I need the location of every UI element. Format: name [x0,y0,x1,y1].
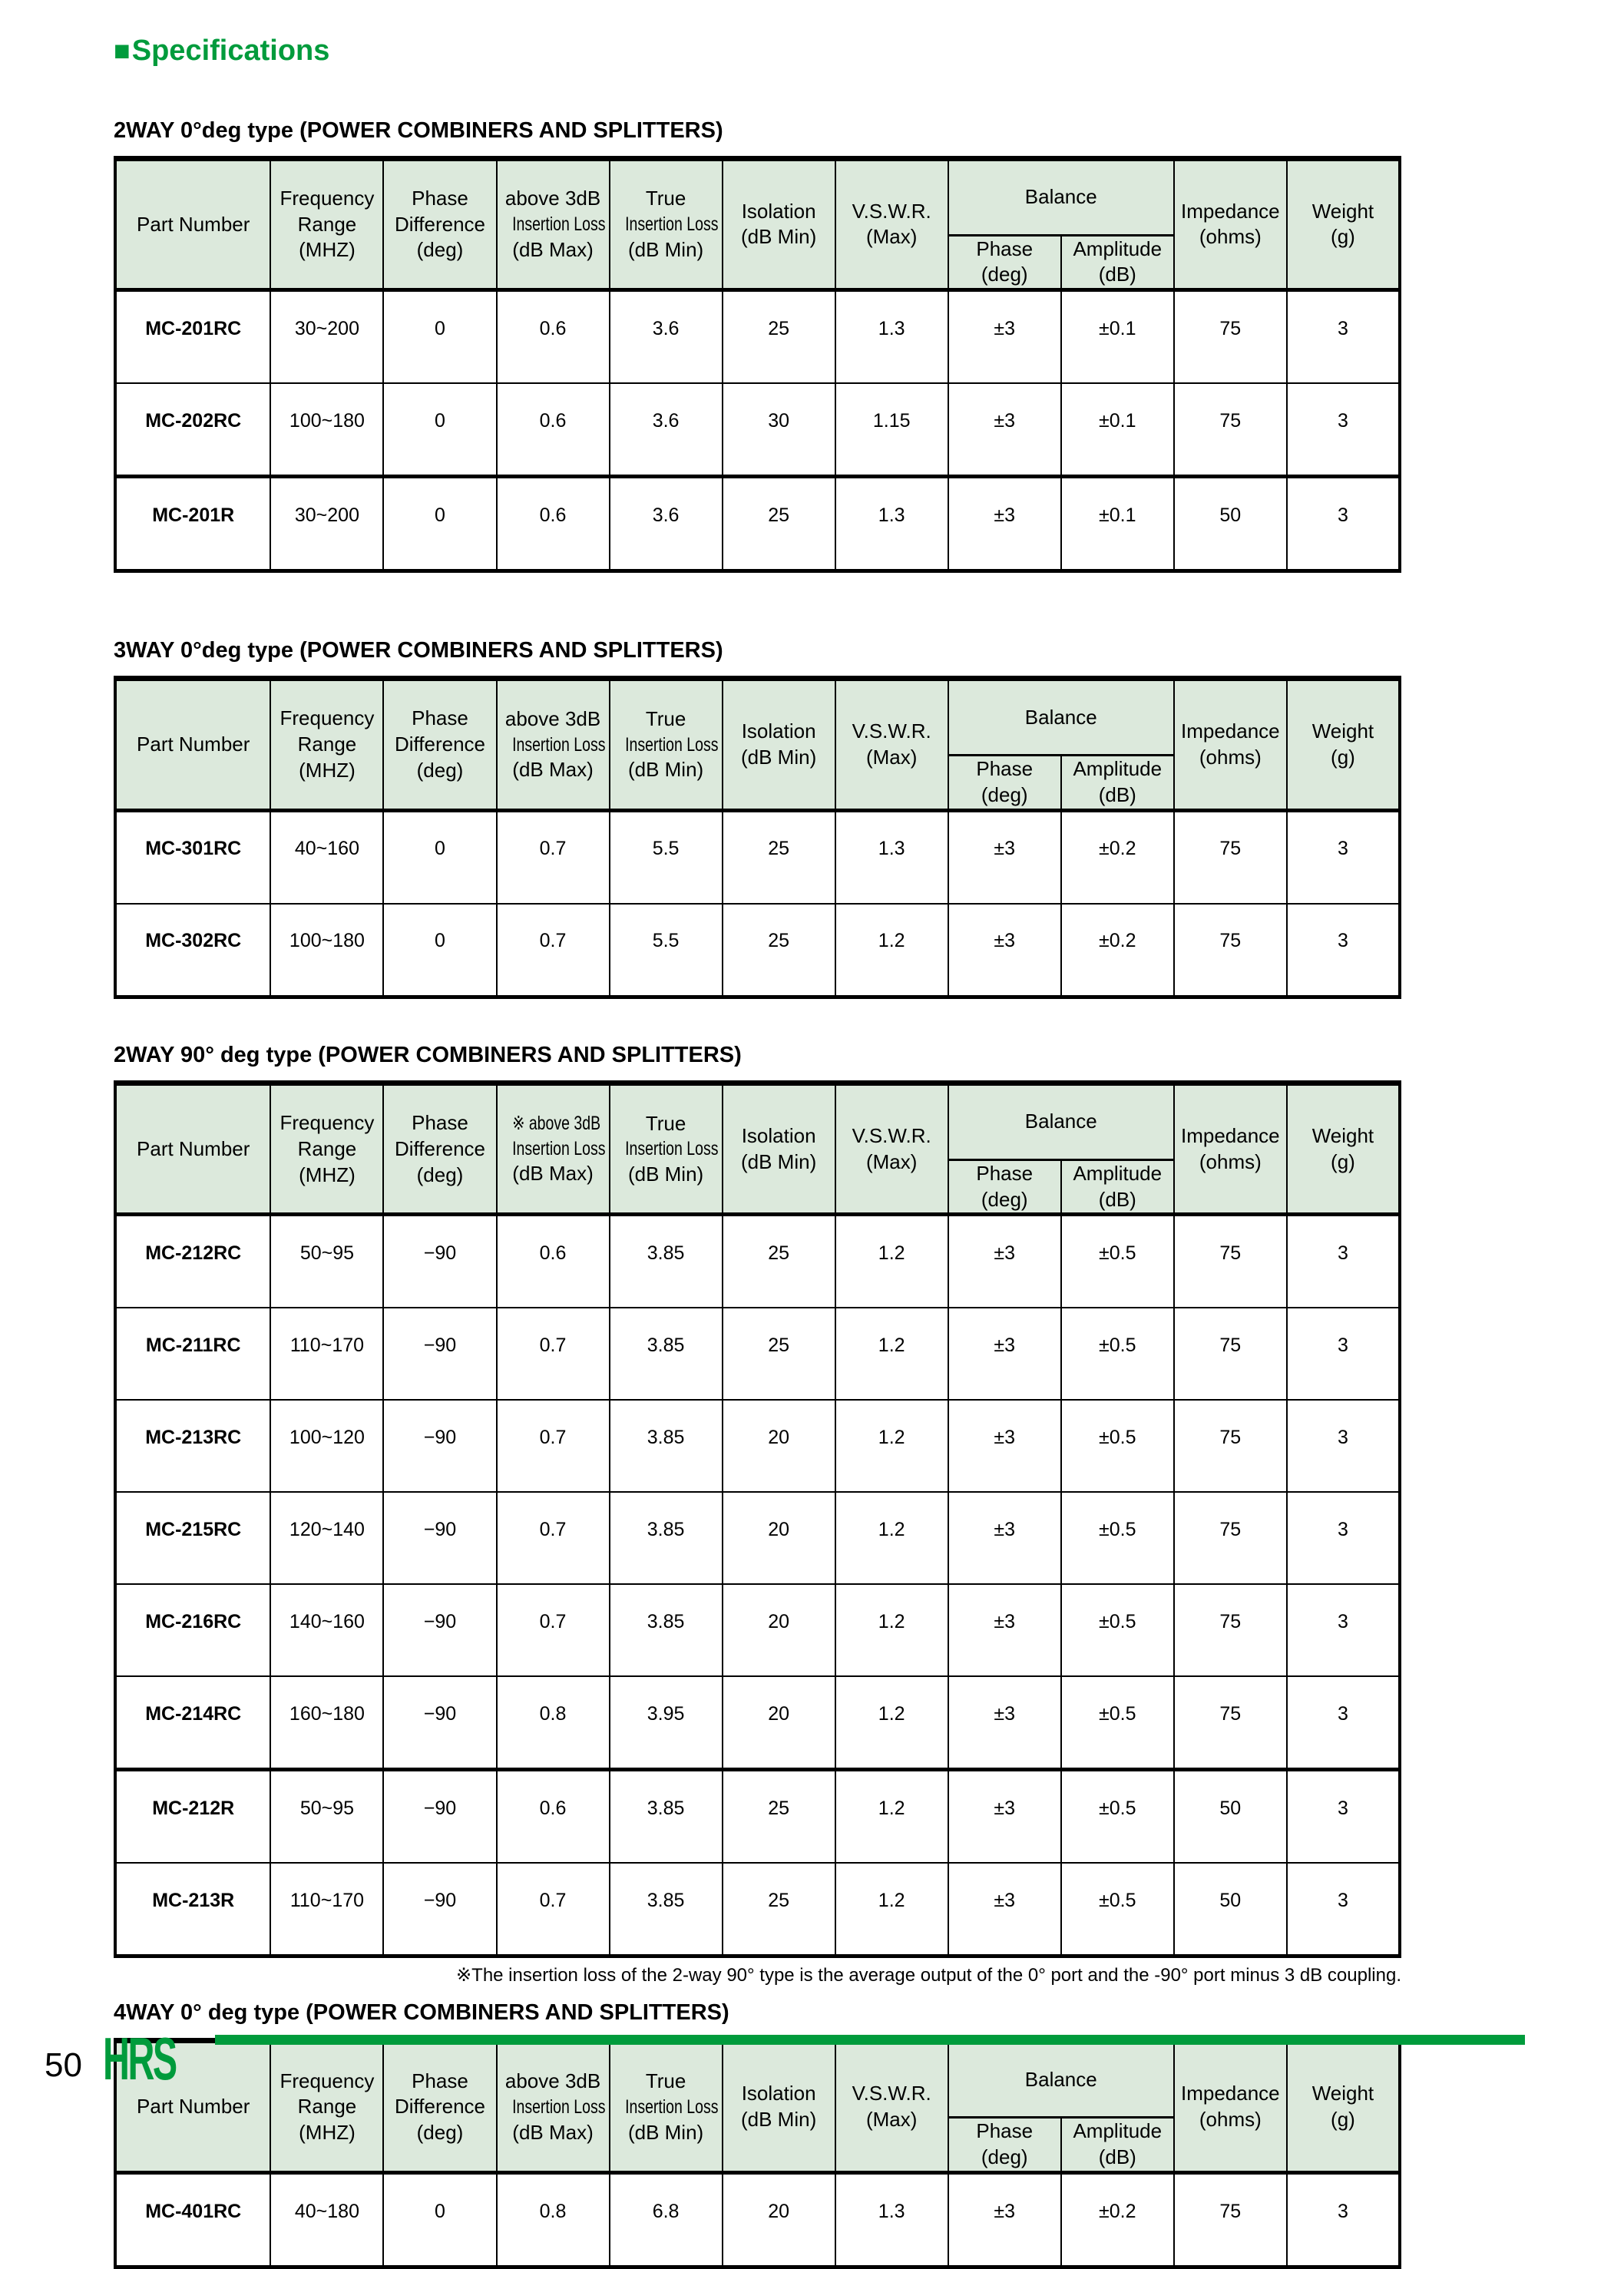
section-heading-2way-0deg: 2WAY 0°deg type (POWER COMBINERS AND SPLITTERS) [114,117,723,143]
col-header-true-insertion-loss: True Insertion Loss (dB Min) [610,679,723,811]
cell-phase-difference: −90 [383,1400,496,1492]
cell-vswr: 1.3 [835,2173,948,2267]
cell-balance-amplitude: ±0.5 [1061,1863,1174,1956]
cell-vswr: 1.15 [835,383,948,477]
section-2way-90deg [114,1042,1624,1988]
col-header-impedance: Impedance (ohms) [1174,679,1287,811]
table-row [115,1863,1400,1956]
cell-isolation: 25 [723,477,835,571]
cell-weight: 3 [1287,2173,1400,2267]
cell-balance-amplitude: ±0.2 [1061,810,1174,904]
cell-isolation: 25 [723,290,835,384]
cell-phase-difference: −90 [383,1492,496,1584]
cell-weight: 3 [1287,383,1400,477]
cell-balance-amplitude: ±0.2 [1061,904,1174,997]
cell-phase-difference: 0 [383,290,496,384]
table-row [115,1584,1400,1676]
spec-table-2way-90deg [114,1080,1401,1959]
cell-above-3db-insertion-loss: 0.6 [497,1215,610,1308]
cell-phase-difference: −90 [383,1215,496,1308]
cell-vswr: 1.2 [835,1676,948,1770]
table-row [115,1676,1400,1770]
cell-balance-amplitude: ±0.5 [1061,1308,1174,1400]
cell-part-number: MC-202RC [115,383,270,477]
col-header-weight: Weight (g) [1287,1083,1400,1215]
cell-vswr: 1.2 [835,1308,948,1400]
cell-balance-phase: ±3 [948,383,1061,477]
cell-isolation: 20 [723,1492,835,1584]
cell-phase-difference: −90 [383,1584,496,1676]
cell-weight: 3 [1287,1584,1400,1676]
section-heading-3way-0deg: 3WAY 0°deg type (POWER COMBINERS AND SPLITTERS) [114,638,723,663]
cell-vswr: 1.2 [835,1492,948,1584]
cell-impedance: 75 [1174,810,1287,904]
cell-true-insertion-loss: 3.6 [610,290,723,384]
col-header-frequency-range: Frequency Range (MHZ) [270,679,383,811]
cell-part-number: MC-201R [115,477,270,571]
col-header-isolation: Isolation (dB Min) [723,158,835,290]
col-header-vswr: V.S.W.R. (Max) [835,1083,948,1215]
cell-balance-phase: ±3 [948,290,1061,384]
cell-frequency-range: 40~160 [270,810,383,904]
cell-vswr: 1.3 [835,290,948,384]
col-header-part-number: Part Number [115,158,270,290]
col-header-weight: Weight (g) [1287,679,1400,811]
cell-part-number: MC-215RC [115,1492,270,1584]
col-header-frequency-range: Frequency Range (MHZ) [270,158,383,290]
cell-above-3db-insertion-loss: 0.8 [497,1676,610,1770]
cell-true-insertion-loss: 5.5 [610,904,723,997]
col-header-balance-phase: Phase (deg) [948,235,1061,290]
cell-above-3db-insertion-loss: 0.6 [497,290,610,384]
col-header-impedance: Impedance (ohms) [1174,2041,1287,2173]
cell-part-number: MC-302RC [115,904,270,997]
footer-green-rule [215,2035,1525,2045]
cell-isolation: 25 [723,1215,835,1308]
cell-above-3db-insertion-loss: 0.7 [497,810,610,904]
col-header-weight: Weight (g) [1287,2041,1400,2173]
cell-part-number: MC-214RC [115,1676,270,1770]
section-heading-4way-0deg: 4WAY 0° deg type (POWER COMBINERS AND SPLITTERS) [114,2000,729,2026]
cell-vswr: 1.2 [835,1400,948,1492]
table-row [115,290,1400,384]
green-square-icon: ■ [114,35,131,66]
cell-isolation: 20 [723,1400,835,1492]
table-row [115,1492,1400,1584]
cell-above-3db-insertion-loss: 0.6 [497,383,610,477]
cell-frequency-range: 120~140 [270,1492,383,1584]
col-header-phase-difference: Phase Difference (deg) [383,158,496,290]
cell-above-3db-insertion-loss: 0.6 [497,477,610,571]
spec-table-4way-0deg [114,2038,1401,2269]
table-row [115,1400,1400,1492]
cell-part-number: MC-211RC [115,1308,270,1400]
col-header-balance: Balance [948,158,1174,235]
col-header-balance-amplitude: Amplitude (dB) [1061,235,1174,290]
cell-impedance: 75 [1174,1215,1287,1308]
cell-vswr: 1.2 [835,904,948,997]
col-header-isolation: Isolation (dB Min) [723,1083,835,1215]
cell-weight: 3 [1287,810,1400,904]
cell-frequency-range: 30~200 [270,290,383,384]
cell-true-insertion-loss: 3.85 [610,1584,723,1676]
cell-balance-phase: ±3 [948,477,1061,571]
cell-vswr: 1.2 [835,1770,948,1864]
col-header-part-number: Part Number [115,679,270,811]
section-2way-0deg [114,117,1624,574]
cell-true-insertion-loss: 6.8 [610,2173,723,2267]
cell-phase-difference: −90 [383,1676,496,1770]
page-number: 50 [45,2046,82,2084]
cell-vswr: 1.2 [835,1215,948,1308]
col-header-above-3db-insertion-loss: above 3dB Insertion Loss (dB Max) [497,158,610,290]
col-header-balance-amplitude: Amplitude (dB) [1061,1159,1174,1215]
cell-part-number: MC-212R [115,1770,270,1864]
col-header-part-number: Part Number [115,2041,270,2173]
cell-above-3db-insertion-loss: 0.7 [497,904,610,997]
cell-impedance: 75 [1174,1308,1287,1400]
table-body [115,810,1400,997]
hrs-logo: HRS [103,2025,176,2092]
cell-weight: 3 [1287,1492,1400,1584]
table-body [115,2173,1400,2267]
col-header-isolation: Isolation (dB Min) [723,2041,835,2173]
cell-isolation: 20 [723,1676,835,1770]
cell-vswr: 1.2 [835,1584,948,1676]
cell-vswr: 1.3 [835,810,948,904]
cell-true-insertion-loss: 5.5 [610,810,723,904]
col-header-isolation: Isolation (dB Min) [723,679,835,811]
cell-above-3db-insertion-loss: 0.7 [497,1400,610,1492]
cell-isolation: 25 [723,904,835,997]
col-header-balance: Balance [948,1083,1174,1159]
cell-weight: 3 [1287,477,1400,571]
cell-phase-difference: 0 [383,383,496,477]
cell-frequency-range: 50~95 [270,1770,383,1864]
cell-true-insertion-loss: 3.95 [610,1676,723,1770]
cell-balance-phase: ±3 [948,1584,1061,1676]
col-header-true-insertion-loss: True Insertion Loss (dB Min) [610,1083,723,1215]
insertion-loss-footnote: ※The insertion loss of the 2-way 90° type is the average output of the 0° port and the -90° port minus 3 dB coupling. [456,1965,1401,1986]
cell-above-3db-insertion-loss: 0.8 [497,2173,610,2267]
cell-true-insertion-loss: 3.85 [610,1492,723,1584]
cell-impedance: 75 [1174,1492,1287,1584]
cell-above-3db-insertion-loss: 0.7 [497,1863,610,1956]
cell-part-number: MC-213RC [115,1400,270,1492]
cell-phase-difference: 0 [383,477,496,571]
col-header-vswr: V.S.W.R. (Max) [835,679,948,811]
table-body [115,290,1400,571]
cell-balance-phase: ±3 [948,2173,1061,2267]
cell-balance-phase: ±3 [948,1863,1061,1956]
col-header-phase-difference: Phase Difference (deg) [383,1083,496,1215]
cell-part-number: MC-301RC [115,810,270,904]
cell-frequency-range: 100~180 [270,904,383,997]
cell-isolation: 20 [723,1584,835,1676]
cell-balance-phase: ±3 [948,1308,1061,1400]
col-header-balance-amplitude: Amplitude (dB) [1061,756,1174,811]
table-header [115,2041,1400,2173]
cell-weight: 3 [1287,904,1400,997]
cell-balance-phase: ±3 [948,1676,1061,1770]
cell-isolation: 25 [723,810,835,904]
cell-balance-amplitude: ±0.5 [1061,1400,1174,1492]
cell-above-3db-insertion-loss: 0.7 [497,1584,610,1676]
cell-phase-difference: 0 [383,810,496,904]
col-header-impedance: Impedance (ohms) [1174,1083,1287,1215]
cell-phase-difference: 0 [383,904,496,997]
cell-frequency-range: 100~180 [270,383,383,477]
cell-impedance: 75 [1174,383,1287,477]
cell-weight: 3 [1287,1400,1400,1492]
cell-true-insertion-loss: 3.85 [610,1308,723,1400]
cell-balance-amplitude: ±0.2 [1061,2173,1174,2267]
cell-true-insertion-loss: 3.6 [610,383,723,477]
cell-phase-difference: −90 [383,1863,496,1956]
cell-isolation: 30 [723,383,835,477]
cell-weight: 3 [1287,1308,1400,1400]
cell-true-insertion-loss: 3.85 [610,1215,723,1308]
cell-frequency-range: 160~180 [270,1676,383,1770]
table-row [115,1215,1400,1308]
cell-isolation: 25 [723,1770,835,1864]
cell-balance-amplitude: ±0.1 [1061,290,1174,384]
cell-balance-amplitude: ±0.5 [1061,1676,1174,1770]
col-header-true-insertion-loss: True Insertion Loss (dB Min) [610,158,723,290]
cell-isolation: 25 [723,1308,835,1400]
cell-frequency-range: 100~120 [270,1400,383,1492]
col-header-phase-difference: Phase Difference (deg) [383,2041,496,2173]
cell-frequency-range: 40~180 [270,2173,383,2267]
table-row [115,1770,1400,1864]
section-heading-2way-90deg: 2WAY 90° deg type (POWER COMBINERS AND SPLITTERS) [114,1042,742,1067]
cell-balance-phase: ±3 [948,1492,1061,1584]
col-header-vswr: V.S.W.R. (Max) [835,2041,948,2173]
spec-table-2way-0deg [114,156,1401,574]
cell-weight: 3 [1287,1863,1400,1956]
table-row [115,810,1400,904]
cell-above-3db-insertion-loss: 0.7 [497,1492,610,1584]
col-header-frequency-range: Frequency Range (MHZ) [270,1083,383,1215]
col-header-phase-difference: Phase Difference (deg) [383,679,496,811]
cell-frequency-range: 110~170 [270,1863,383,1956]
col-header-above-3db-insertion-loss: above 3dB Insertion Loss (dB Max) [497,2041,610,2173]
cell-impedance: 50 [1174,1770,1287,1864]
col-header-frequency-range: Frequency Range (MHZ) [270,2041,383,2173]
cell-isolation: 20 [723,2173,835,2267]
col-header-balance-phase: Phase (deg) [948,2118,1061,2173]
col-header-balance: Balance [948,679,1174,756]
col-header-true-insertion-loss: True Insertion Loss (dB Min) [610,2041,723,2173]
table-header [115,679,1400,811]
cell-balance-phase: ±3 [948,904,1061,997]
cell-true-insertion-loss: 3.85 [610,1770,723,1864]
col-header-impedance: Impedance (ohms) [1174,158,1287,290]
col-header-balance-phase: Phase (deg) [948,756,1061,811]
cell-above-3db-insertion-loss: 0.7 [497,1308,610,1400]
table-header [115,158,1400,290]
col-header-above-3db-insertion-loss: above 3dB Insertion Loss (dB Max) [497,679,610,811]
cell-part-number: MC-201RC [115,290,270,384]
cell-vswr: 1.3 [835,477,948,571]
cell-balance-phase: ±3 [948,1215,1061,1308]
cell-true-insertion-loss: 3.85 [610,1400,723,1492]
table-row [115,477,1400,571]
cell-phase-difference: −90 [383,1308,496,1400]
cell-impedance: 75 [1174,1584,1287,1676]
cell-balance-phase: ±3 [948,1770,1061,1864]
col-header-balance-phase: Phase (deg) [948,1159,1061,1215]
cell-vswr: 1.2 [835,1863,948,1956]
table-row [115,2173,1400,2267]
cell-weight: 3 [1287,1215,1400,1308]
cell-part-number: MC-213R [115,1863,270,1956]
cell-balance-amplitude: ±0.5 [1061,1492,1174,1584]
table-row [115,904,1400,997]
table-row [115,1308,1400,1400]
col-header-balance: Balance [948,2041,1174,2118]
cell-balance-phase: ±3 [948,1400,1061,1492]
cell-balance-phase: ±3 [948,810,1061,904]
table-header [115,1083,1400,1215]
cell-frequency-range: 140~160 [270,1584,383,1676]
cell-part-number: MC-401RC [115,2173,270,2267]
col-header-balance-amplitude: Amplitude (dB) [1061,2118,1174,2173]
table-body [115,1215,1400,1956]
page-title-text: Specifications [131,35,330,67]
cell-part-number: MC-212RC [115,1215,270,1308]
cell-balance-amplitude: ±0.5 [1061,1215,1174,1308]
cell-impedance: 75 [1174,904,1287,997]
spec-table-3way-0deg [114,676,1401,999]
section-3way-0deg [114,637,1624,999]
cell-weight: 3 [1287,290,1400,384]
cell-isolation: 25 [723,1863,835,1956]
cell-impedance: 50 [1174,1863,1287,1956]
cell-frequency-range: 50~95 [270,1215,383,1308]
cell-balance-amplitude: ±0.1 [1061,383,1174,477]
cell-balance-amplitude: ±0.1 [1061,477,1174,571]
cell-impedance: 50 [1174,477,1287,571]
col-header-part-number: Part Number [115,1083,270,1215]
cell-impedance: 75 [1174,290,1287,384]
col-header-vswr: V.S.W.R. (Max) [835,158,948,290]
col-header-weight: Weight (g) [1287,158,1400,290]
cell-above-3db-insertion-loss: 0.6 [497,1770,610,1864]
cell-impedance: 75 [1174,1400,1287,1492]
table-row [115,383,1400,477]
cell-part-number: MC-216RC [115,1584,270,1676]
cell-phase-difference: −90 [383,1770,496,1864]
cell-weight: 3 [1287,1676,1400,1770]
cell-balance-amplitude: ±0.5 [1061,1584,1174,1676]
cell-true-insertion-loss: 3.6 [610,477,723,571]
col-header-above-3db-insertion-loss: ※ above 3dB Insertion Loss (dB Max) [497,1083,610,1215]
page-title [114,35,1624,68]
cell-phase-difference: 0 [383,2173,496,2267]
cell-impedance: 75 [1174,1676,1287,1770]
cell-balance-amplitude: ±0.5 [1061,1770,1174,1864]
cell-frequency-range: 30~200 [270,477,383,571]
cell-frequency-range: 110~170 [270,1308,383,1400]
cell-true-insertion-loss: 3.85 [610,1863,723,1956]
cell-impedance: 75 [1174,2173,1287,2267]
cell-weight: 3 [1287,1770,1400,1864]
